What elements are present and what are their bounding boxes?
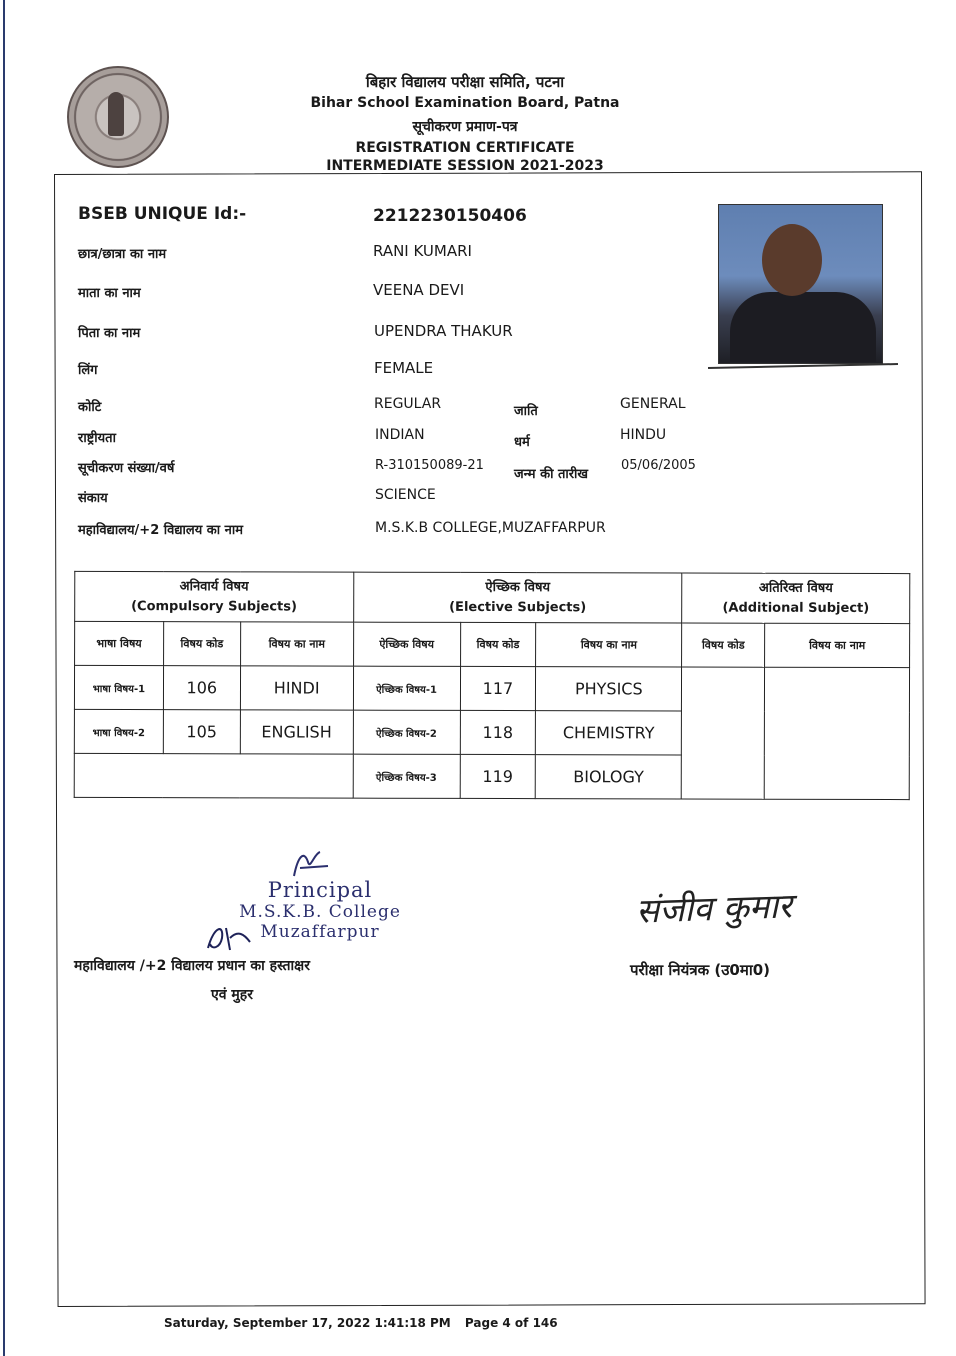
elective-subject-2: ऐच्छिक विषय-2: [353, 710, 460, 754]
col-elective-name: विषय का नाम: [536, 623, 682, 667]
regno-label: सूचीकरण संख्या/वर्ष: [78, 461, 175, 476]
elective-header-hindi: ऐच्छिक विषय: [485, 579, 551, 595]
compulsory-header-hindi: अनिवार्य विषय: [179, 578, 249, 594]
additional-name-cell: [764, 667, 909, 799]
elective-subject-1: ऐच्छिक विषय-1: [353, 666, 460, 710]
caste-label: जाति: [514, 404, 538, 419]
elective-code-1: 117: [460, 666, 536, 710]
table-row: [74, 665, 909, 711]
principal-initials-signature: [286, 846, 336, 882]
col-additional-code: विषय कोड: [682, 623, 765, 667]
principal-signature: [204, 920, 264, 954]
controller-signature: संजीव कुमार: [635, 886, 793, 932]
dob-label: जन्म की तारीख: [514, 467, 589, 482]
principal-caption: महाविद्यालय /+2 विद्यालय प्रधान का हस्ताक्षर: [74, 958, 310, 974]
certificate-title-english: REGISTRATION CERTIFICATE: [355, 140, 575, 156]
college-value: M.S.K.B COLLEGE,MUZAFFARPUR: [375, 520, 606, 536]
principal-caption-seal: एवं मुहर: [211, 987, 253, 1003]
print-timestamp: [164, 1316, 558, 1330]
table-column-header: [75, 621, 910, 667]
col-lang-name: विषय का नाम: [240, 622, 353, 666]
gender-value: FEMALE: [374, 359, 434, 377]
mother-value: VEENA DEVI: [373, 281, 465, 299]
elective-name-3: BIOLOGY: [536, 755, 682, 799]
religion-value: HINDU: [620, 427, 667, 443]
additional-header: [682, 573, 910, 624]
col-lang-code: विषय कोड: [163, 622, 240, 666]
father-label: पिता का नाम: [78, 326, 141, 341]
elective-code-2: 118: [460, 710, 536, 754]
compulsory-header: [75, 571, 354, 622]
caste-value: GENERAL: [620, 396, 686, 412]
uid-value: 2212230150406: [373, 206, 527, 226]
additional-header-english: (Additional Subject): [722, 600, 870, 616]
elective-header-english: (Elective Subjects): [449, 599, 587, 615]
seal-figure: [108, 92, 124, 136]
elective-header: [353, 572, 682, 623]
additional-code-cell: [681, 667, 764, 799]
controller-caption: परीक्षा नियंत्रक (उ0मा0): [630, 961, 770, 979]
elective-subject-3: ऐच्छिक विषय-3: [353, 754, 460, 798]
category-value: REGULAR: [374, 396, 442, 412]
name-label: छात्र/छात्रा का नाम: [78, 247, 167, 262]
lang-subject-1: भाषा विषय-1: [74, 665, 163, 709]
category-label: कोटि: [78, 400, 102, 415]
elective-name-2: CHEMISTRY: [536, 711, 682, 755]
lang-code-2: 105: [163, 710, 240, 754]
compulsory-header-english: (Compulsory Subjects): [131, 598, 297, 614]
nationality-value: INDIAN: [375, 427, 425, 443]
lang-code-1: 106: [163, 666, 240, 710]
father-value: UPENDRA THAKUR: [374, 322, 513, 340]
college-label: महाविद्यालय/+2 विद्यालय का नाम: [78, 523, 244, 538]
faculty-label: संकाय: [78, 491, 108, 506]
lang-name-2: ENGLISH: [240, 710, 353, 754]
stamp-principal: Principal: [267, 878, 373, 902]
board-name-english: Bihar School Examination Board, Patna: [310, 95, 620, 111]
faculty-value: SCIENCE: [375, 487, 436, 503]
religion-label: धर्म: [514, 435, 530, 450]
uid-label: BSEB UNIQUE Id:-: [78, 204, 247, 224]
dob-value: 05/06/2005: [621, 458, 696, 473]
photo-body: [730, 292, 876, 362]
col-lang-subject: भाषा विषय: [75, 621, 164, 665]
board-name-hindi: बिहार विद्यालय परीक्षा समिति, पटना: [365, 73, 565, 91]
col-elective-subject: ऐच्छिक विषय: [353, 622, 460, 666]
page-number: Page 4 of 146: [464, 1316, 558, 1330]
page-left-border: [3, 0, 5, 1356]
additional-header-hindi: अतिरिक्त विषय: [758, 580, 833, 596]
lang-empty-cell: [74, 753, 353, 798]
stamp-college: M.S.K.B. College: [239, 902, 401, 922]
lang-name-1: HINDI: [240, 666, 353, 710]
table-group-header: [75, 571, 910, 623]
session-title: INTERMEDIATE SESSION 2021-2023: [326, 158, 604, 174]
subjects-table: [74, 571, 911, 800]
elective-code-3: 119: [460, 754, 536, 798]
nationality-label: राष्ट्रीयता: [78, 431, 116, 446]
gender-label: लिंग: [78, 363, 98, 378]
col-additional-name: विषय का नाम: [765, 623, 910, 667]
photo-face: [762, 224, 822, 296]
name-value: RANI KUMARI: [373, 242, 472, 260]
lang-subject-2: भाषा विषय-2: [74, 709, 163, 753]
regno-value: R-310150089-21: [375, 458, 484, 473]
certificate-title-hindi: सूचीकरण प्रमाण-पत्र: [412, 119, 518, 135]
col-elective-code: विषय कोड: [460, 622, 536, 666]
print-datetime: Saturday, September 17, 2022 1:41:18 PM: [164, 1316, 451, 1330]
mother-label: माता का नाम: [78, 286, 141, 301]
stamp-city: Muzaffarpur: [260, 922, 380, 942]
elective-name-1: PHYSICS: [536, 667, 682, 711]
